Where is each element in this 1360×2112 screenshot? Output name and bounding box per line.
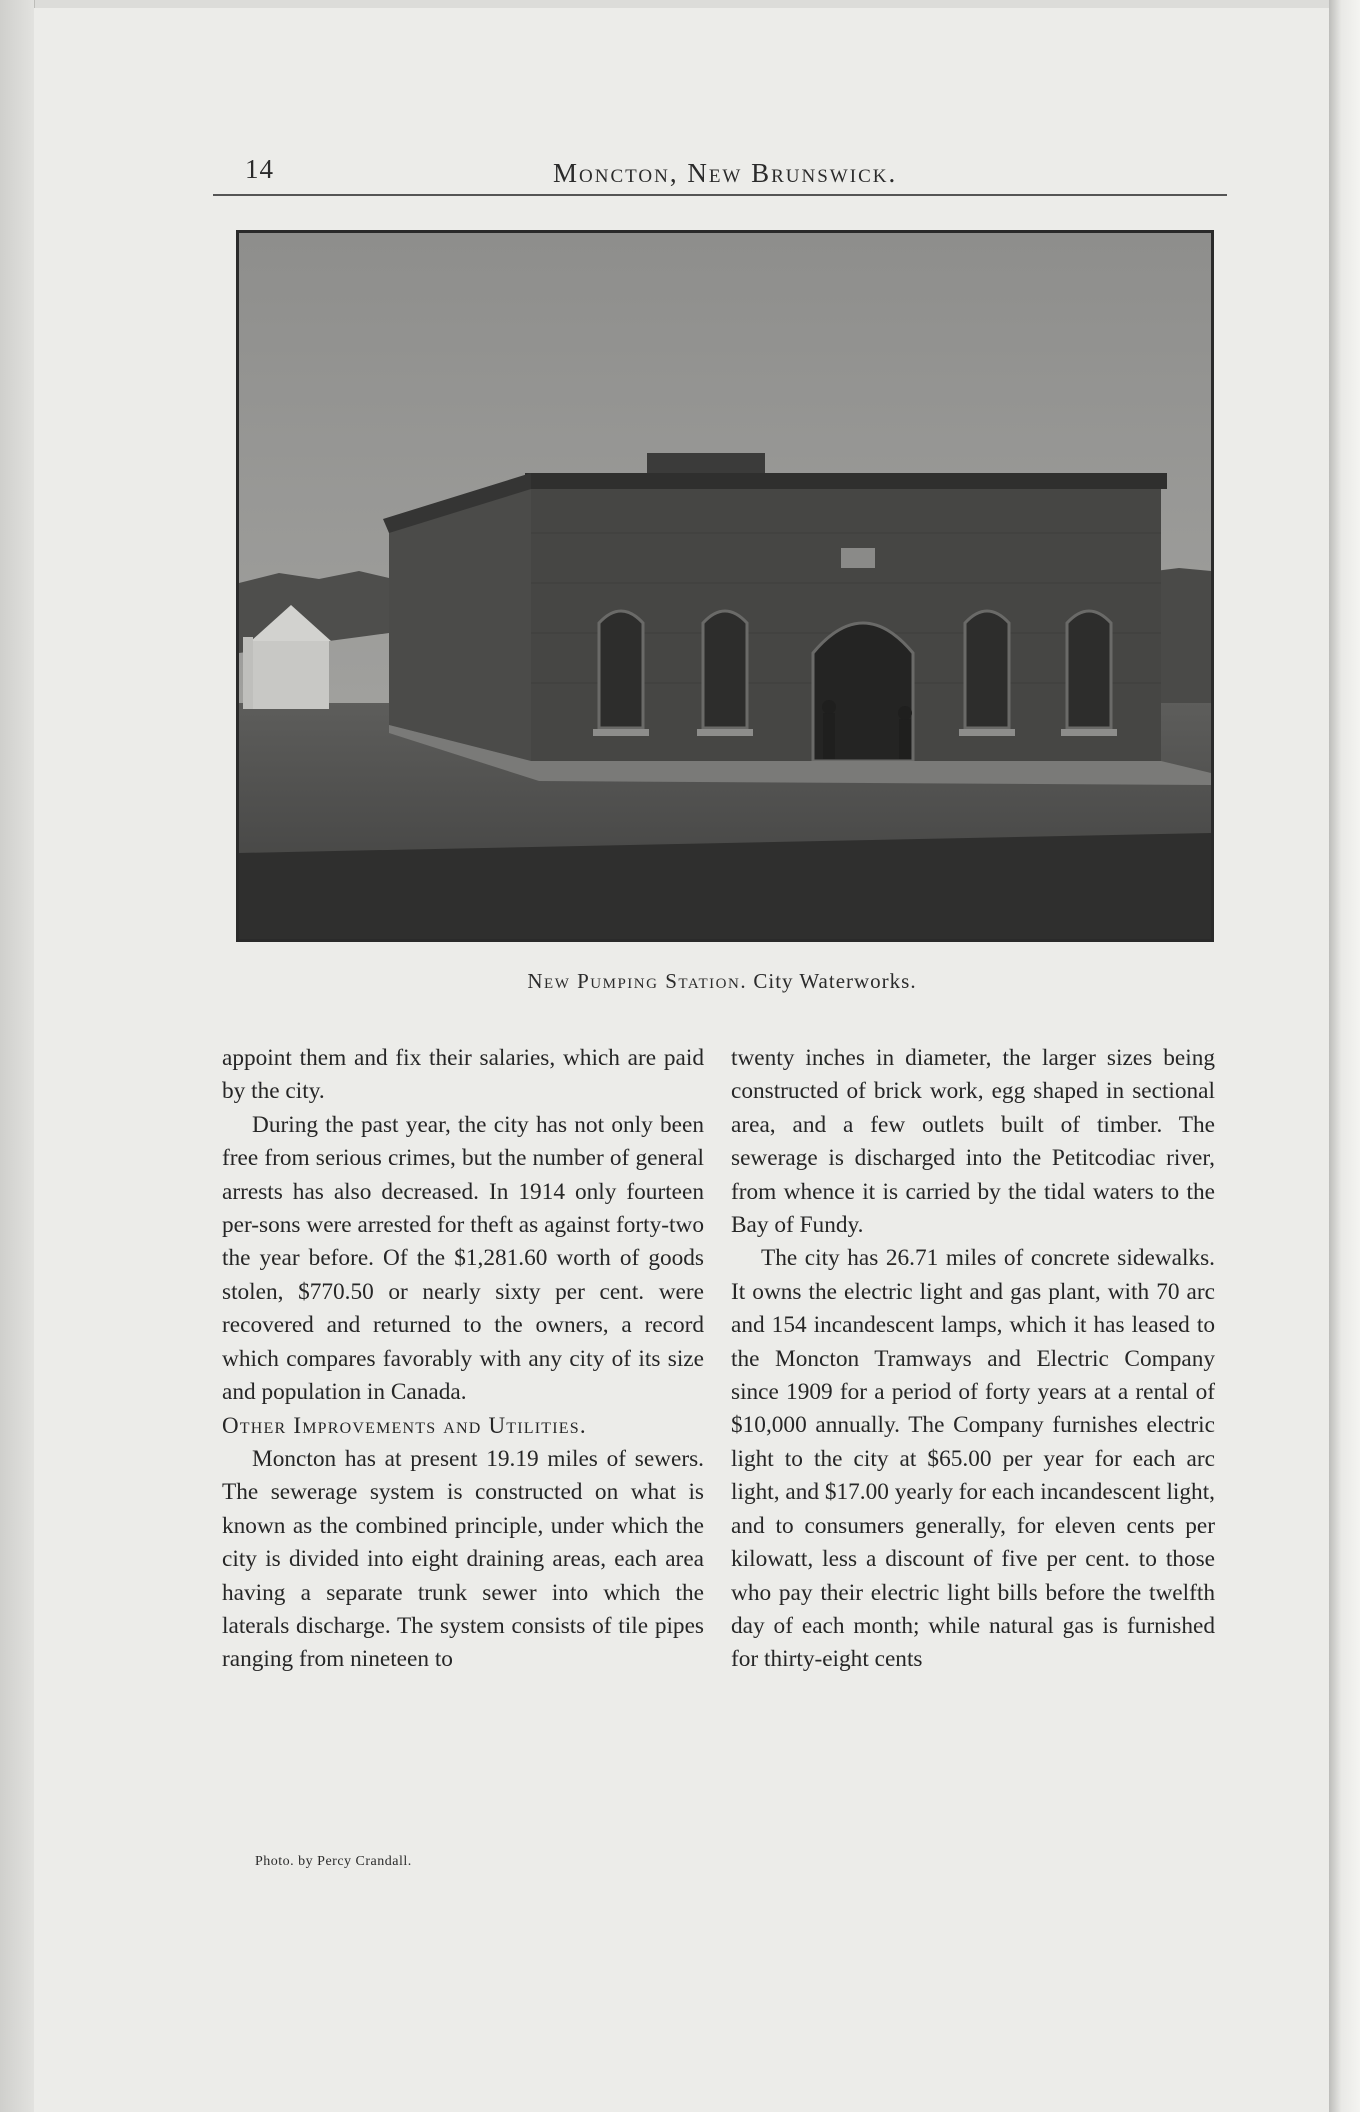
book-spine	[1329, 0, 1360, 2112]
scan-margin	[0, 0, 35, 2112]
right-text-column	[731, 1042, 1215, 1677]
left-text-column	[222, 1042, 704, 1677]
caption-subtitle: City Waterworks.	[753, 969, 917, 993]
paragraph: The city has 26.71 miles of concrete sidewalks. It owns the electric light and gas plant, with 70 arc and 154 incandescent lamps, which it has leased to the Moncton Tramways and Electric Company since 1909 for a period of forty years at a rental of $10,000 annually. The Company furnishes electric light to the city at $65.00 per year for each arc light, and $17.00 yearly for each incandescent light, and to consumers generally, for eleven cents per kilowatt, less a discount of five per cent. to those who pay their electric light bills before the twelfth day of each month; while natural gas is furnished for thirty-eight cents	[731, 1245, 1215, 1673]
paragraph: appoint them and fix their salaries, which are paid by the city.	[222, 1045, 704, 1105]
paragraph: During the past year, the city has not only been free from serious crimes, but the number of general arrests has also decreased. In 1914 only fourteen per-sons were arrested for theft as against forty-two the year before. Of the $1,281.60 worth of goods stolen, $770.50 or nearly sixty per cent. were recovered and returned to the owners, a record which compares favorably with any city of its size and population in Canada.	[222, 1111, 704, 1406]
caption-title: New Pumping Station.	[527, 969, 748, 993]
running-head-title: Moncton, New Brunswick.	[553, 158, 898, 188]
pumping-station-photo	[236, 230, 1214, 942]
paragraph: Moncton has at present 19.19 miles of sewers. The sewerage system is constructed on what is known as the combined principle, under which the city is divided into eight draining areas, each area having a separate trunk sewer into which the laterals discharge. The system consists of tile pipes ranging from nineteen to	[222, 1445, 704, 1673]
running-head	[213, 150, 1227, 196]
section-heading: Other Improvements and Utilities.	[222, 1413, 587, 1439]
paragraph: twenty inches in diameter, the larger sizes being constructed of brick work, egg shaped in sectional area, and a few outlets built of timber. The sewerage is discharged into the Petitcodiac river, from whence it is carried by the tidal waters to the Bay of Fundy.	[731, 1045, 1215, 1239]
page-number: 14	[245, 154, 274, 184]
figure-caption	[236, 969, 1208, 994]
photo-credit: Photo. by Percy Crandall.	[255, 1854, 412, 1869]
